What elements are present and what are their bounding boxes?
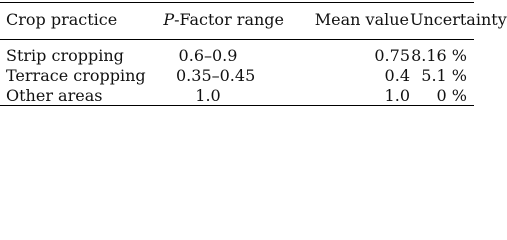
row-mean-value: 0.75: [374, 46, 410, 65]
table-top-rule: [0, 2, 474, 3]
row-p-factor-range: 0.6–0.9: [178, 46, 238, 65]
row-uncertainty: 5.1 %: [421, 66, 467, 85]
header-p-symbol: P: [163, 10, 175, 29]
header-range-text: -Factor range: [174, 10, 284, 29]
header-p-factor-range: [136, 11, 284, 29]
row-crop-practice: Terrace cropping: [6, 66, 146, 85]
table-bottom-rule: [0, 105, 474, 106]
p-factor-table: [0, 0, 507, 108]
header-crop-practice: Crop practice: [6, 10, 118, 29]
row-crop-practice: Other areas: [6, 86, 103, 105]
row-p-factor-range: 0.35–0.45: [176, 66, 256, 85]
row-mean-value: 1.0: [384, 86, 410, 105]
header-uncertainty: Uncertainty: [410, 10, 507, 29]
row-uncertainty: 8.16 %: [411, 46, 467, 65]
row-uncertainty: 0 %: [436, 86, 467, 105]
row-p-factor-range: 1.0: [195, 86, 221, 105]
row-mean-value: 0.4: [384, 66, 410, 85]
table-header-rule: [0, 39, 474, 40]
row-crop-practice: Strip cropping: [6, 46, 124, 65]
header-mean-value: Mean value: [314, 10, 409, 29]
